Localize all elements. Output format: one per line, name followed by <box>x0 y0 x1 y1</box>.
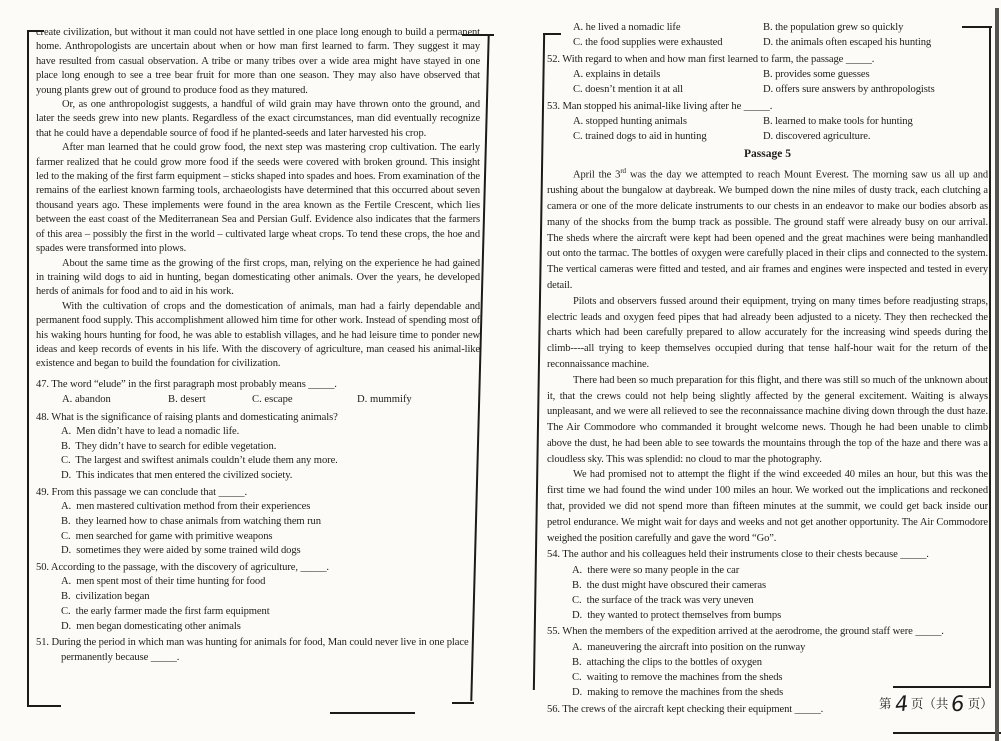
question-55-stem: 55. When the members of the expedition arrived at the aerodrome, the ground staff were _____. <box>547 626 944 638</box>
left-page-column <box>36 26 480 665</box>
passage4-paragraph-2: Or, as one anthropologist suggests, a handful of wild grain may have thrown onto the ground, and later the seeds grew into new plants. Regardless of the exact circumstances, man did eventually recognize that he could have a dependable source of food if he planted-seeds and later harvested his crop. <box>36 99 480 139</box>
question-48-stem: 48. What is the significance of raising plants and domesticating animals? <box>36 411 338 423</box>
option-49-c: C. men searched for game with primitive weapons <box>61 530 273 542</box>
option-55-d: D. making to remove the machines from the sheds <box>572 687 784 699</box>
option-54-d: D. they wanted to protect themselves from bumps <box>572 610 782 622</box>
question-52-options <box>573 67 988 98</box>
option-52-b: B. provides some guesses <box>763 69 870 81</box>
footer-label-prefix: 第 <box>879 697 892 711</box>
question-49-stem: 49. From this passage we can conclude that _____. <box>36 486 248 498</box>
option-51-c: C. the food supplies were exhausted <box>573 37 723 49</box>
passage5-paragraph-4: We had promised not to attempt the flight if the wind exceeded 40 miles an hour, but this was the first time we had found the wind under 100 miles an hour. We worked out the implications and reckoned that, provided we did not spend more than fifteen minutes at the summit, we could get back inside our petrol endurance. We might wait for days and weeks and not get another opportunity. The Air Commodore weighed the position carefully and gave the word “Go”. <box>547 469 988 544</box>
option-54-c: C. the surface of the track was very uneven <box>572 595 754 607</box>
option-48-c: C. The largest and swiftest animals couldn’t elude them any more. <box>61 455 338 467</box>
option-48-b: B. They didn’t have to search for edible vegetation. <box>61 440 277 452</box>
option-50-a: A. men spent most of their time hunting for food <box>61 576 266 588</box>
option-47-d: D. mummify <box>357 393 412 405</box>
passage4-paragraph-3: After man learned that he could grow food, the next step was mastering crop cultivation. The early farmer realized that he could grow more food if the seeds were covered with broken ground. This insight led to the making of the first farm equipment – sticks shaped into spades and hoes. From examination of the remains of the earliest known farming tools, archaeologists have determined that this occurred about seven thousand years ago. These implements were found in the area known as the Fertile Crescent, which lies between the east coast of the Mediterranean Sea and Persian Gulf. Evidence also indicates that the farmers of this area – possibly the first in the world – cultivated large wheat crops. To tend these crops, the hoe and spades were transformed into plows. <box>36 142 480 255</box>
question-53-stem: 53. Man stopped his animal-like living after he _____. <box>547 100 773 112</box>
question-56-stem: 56. The crews of the aircraft kept checking their equipment _____. <box>547 703 824 715</box>
option-55-b: B. attaching the clips to the bottles of oxygen <box>572 656 762 668</box>
left-page-border-left <box>27 31 29 707</box>
option-54-a: A. there were so many people in the car <box>572 564 740 576</box>
question-51-options <box>573 20 988 51</box>
passage5-paragraph-2: Pilots and observers fussed around their equipment, trying on many times before readjusting straps, electric leads and oxygen feed pipes that had already been adjusted to a nicety. They then rechecked the charts which had been carefully prepared to allow accurately for the increasing wind speeds during the climb----all trying to keep themselves occupied during that tense half-hour wait for the return of the reconnaissance machine. <box>547 295 988 370</box>
right-page-border-right <box>989 26 991 688</box>
left-page-corner-bottom-right <box>452 702 474 704</box>
option-54-b: B. the dust might have obscured their cameras <box>572 579 766 591</box>
option-50-b: B. civilization began <box>61 590 150 602</box>
option-47-a: A. abandon <box>62 393 111 405</box>
passage4-paragraph-5: With the cultivation of crops and the domestication of animals, man had a fairly dependable and permanent food supply. This accomplishment allowed him time for other work. Instead of spending most of his waking hours hunting for food, he was able to establish villages, and he had leisure time to ponder new ideas and keep records of events in his life. With the discovery of agriculture, man ceased his animal-like existence and began to build the foundation for civilization. <box>36 300 480 370</box>
stray-underline-mark <box>330 712 415 714</box>
passage5-title: Passage 5 <box>744 147 791 160</box>
passage5-p1-text: April the 3 <box>573 169 621 181</box>
passage5-p1-text-cont: was the day we attempted to reach Mount Everest. The morning saw us all up and rushing about the bungalow at daybreak. We bumped down the nine miles of dusty track, each clutching a camera or one of the more delicate instruments to our chests in an endeavor to make our bodies absorb as many of the shocks from the bump track as possible. The ground staff were already busy on our arrival. The sheds where the aircraft were kept had been opened and the great machines were being manhandled out onto the tarmac. The bottles of oxygen were carefully placed in their clips and connected to the system. The vertical cameras were fitted and tested, and air frames and engines were inspected and tested in every detail. <box>547 169 988 291</box>
question-50-stem: 50. According to the passage, with the discovery of agriculture, _____. <box>36 562 329 574</box>
option-51-b: B. the population grew so quickly <box>763 22 904 33</box>
option-53-d: D. discovered agriculture. <box>763 131 871 143</box>
passage5-paragraph-3: There had been so much preparation for this flight, and there was still so much of the unknown about it, that the crews could not help being slightly affected by the general excitement. Waiting is always unpleasant, and we were all relieved to see the reconnaissance machine diving down through the dust haze. The Air Commodore who commanded it brought welcome news. Though he had been unable to climb above the dust, he had been able to see towards the mountains through the top of the haze and there was a cloudless sky. This was splendid: no cloud to mar the photography. <box>547 374 988 465</box>
left-page-corner-bottom-left <box>27 705 61 707</box>
option-48-a: A. Men didn’t have to lead a nomadic life. <box>61 425 240 437</box>
ordinal-superscript: rd <box>620 166 626 175</box>
footer-label-suffix: 页） <box>967 697 993 711</box>
page-footer <box>879 691 993 717</box>
question-47-options <box>36 394 480 409</box>
question-54-stem: 54. The author and his colleagues held their instruments close to their chests because _____. <box>547 549 929 561</box>
handwritten-page-number: 4 <box>893 691 909 717</box>
question-52-stem: 52. With regard to when and how man first learned to farm, the passage _____. <box>547 53 875 65</box>
option-52-c: C. doesn’t mention it at all <box>573 84 683 96</box>
option-53-b: B. learned to make tools for hunting <box>763 116 913 128</box>
option-51-a: A. he lived a nomadic life <box>573 22 681 33</box>
option-50-d: D. men began domesticating other animals <box>61 620 241 632</box>
paper-bottom-edge-line <box>893 732 1001 734</box>
option-55-c: C. waiting to remove the machines from the sheds <box>572 672 783 684</box>
question-51-stem: 51. During the period in which man was hunting for animals for food, Man could never live in one place permanently because _____. <box>36 637 469 664</box>
right-page-border-left <box>533 33 545 690</box>
option-52-d: D. offers sure answers by anthropologists <box>763 84 935 96</box>
option-49-d: D. sometimes they were aided by some trained wild dogs <box>61 545 301 557</box>
option-47-b: B. desert <box>168 393 206 405</box>
option-49-a: A. men mastered cultivation method from their experiences <box>61 500 311 512</box>
option-51-d: D. the animals often escaped his hunting <box>763 37 932 49</box>
option-50-c: C. the early farmer made the first farm equipment <box>61 605 270 617</box>
passage4-paragraph-4: About the same time as the growing of the first crops, man, relying on the experience he had gained in training wild dogs to aid in hunting, began domesticating other animals. Over the years, he developed herds of animals for food and to aid in his work. <box>36 257 480 298</box>
right-page-column <box>547 20 988 717</box>
option-53-a: A. stopped hunting animals <box>573 116 687 128</box>
handwritten-total-pages: 6 <box>950 691 966 717</box>
option-48-d: D. This indicates that men entered the civilized society. <box>61 470 293 482</box>
scan-right-edge <box>995 8 999 741</box>
option-55-a: A. maneuvering the aircraft into position on the runway <box>572 641 806 653</box>
option-53-c: C. trained dogs to aid in hunting <box>573 131 707 143</box>
question-47-stem: 47. The word “elude” in the first paragraph most probably means _____. <box>36 378 337 390</box>
question-53-options <box>573 114 988 145</box>
option-49-b: B. they learned how to chase animals from watching them run <box>61 515 321 527</box>
passage5-paragraph-1 <box>547 164 988 294</box>
passage4-paragraph-1: create civilization, but without it man could not have settled in one place long enough to build a permanent home. Anthropologists are uncertain about when or how man first learned to farm. They suggest it may have resulted from casual observation. A tribe or many tribes over a wide area might have stayed in one place long enough to see a tree bear fruit for more than one season. They may also have observed that young plants grew out of ground to produce food as they matured. <box>36 27 480 96</box>
footer-label-middle: 页（共 <box>910 697 949 711</box>
option-47-c: C. escape <box>252 393 293 405</box>
option-52-a: A. explains in details <box>573 69 661 81</box>
